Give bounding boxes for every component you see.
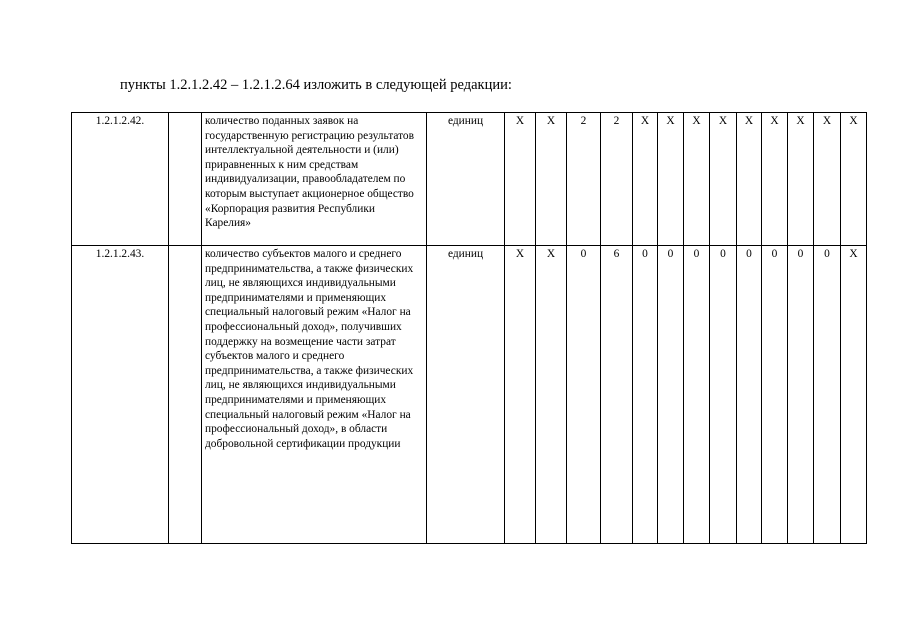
row-value: 2 — [567, 113, 601, 246]
row-value: Х — [841, 113, 867, 246]
row-value: Х — [658, 113, 684, 246]
table-body — [72, 113, 867, 544]
row-empty-cell — [169, 113, 202, 246]
row-code: 1.2.1.2.42. — [72, 113, 169, 246]
row-empty-cell — [169, 246, 202, 544]
indicators-table — [71, 112, 867, 544]
row-value: 0 — [710, 246, 737, 544]
row-value: 0 — [788, 246, 814, 544]
table-row — [72, 246, 867, 544]
row-unit: единиц — [427, 246, 505, 544]
row-value: Х — [633, 113, 658, 246]
row-value: Х — [684, 113, 710, 246]
row-value: Х — [788, 113, 814, 246]
row-code: 1.2.1.2.43. — [72, 246, 169, 544]
row-value: 0 — [814, 246, 841, 544]
row-value: 6 — [601, 246, 633, 544]
row-value: Х — [505, 113, 536, 246]
row-value: Х — [841, 246, 867, 544]
row-value: Х — [536, 113, 567, 246]
row-value: Х — [814, 113, 841, 246]
row-value: Х — [710, 113, 737, 246]
row-value: Х — [536, 246, 567, 544]
row-value: Х — [505, 246, 536, 544]
row-value: 0 — [567, 246, 601, 544]
row-value: 0 — [633, 246, 658, 544]
row-value: 0 — [684, 246, 710, 544]
row-value: 0 — [762, 246, 788, 544]
row-indicator-name: количество субъектов малого и среднего предпринимательства, а также физических лиц, не являющихся индивидуальными предпринимателями и применяющих специальный налоговый режим «Налог на профессиональный доход», получивших поддержку на возмещение части затрат субъектов малого и среднего предпринимательства, а также физических лиц, не являющихся индивидуальными предпринимателями и применяющих специальный налоговый режим «Налог на профессиональный доход», в области добровольной сертификации продукции — [202, 246, 427, 544]
row-value: 0 — [737, 246, 762, 544]
row-value: Х — [737, 113, 762, 246]
row-value: 2 — [601, 113, 633, 246]
row-unit: единиц — [427, 113, 505, 246]
row-value: 0 — [658, 246, 684, 544]
row-value: Х — [762, 113, 788, 246]
intro-paragraph: пункты 1.2.1.2.42 – 1.2.1.2.64 изложить в следующей редакции: — [120, 77, 512, 93]
table-row — [72, 113, 867, 246]
row-indicator-name: количество поданных заявок на государственную регистрацию результатов интеллектуальной деятельности и (или) приравненных к ним средствам индивидуализации, правообладателем по которым выступает акционерное общество «Корпорация развития Республики Карелия» — [202, 113, 427, 246]
